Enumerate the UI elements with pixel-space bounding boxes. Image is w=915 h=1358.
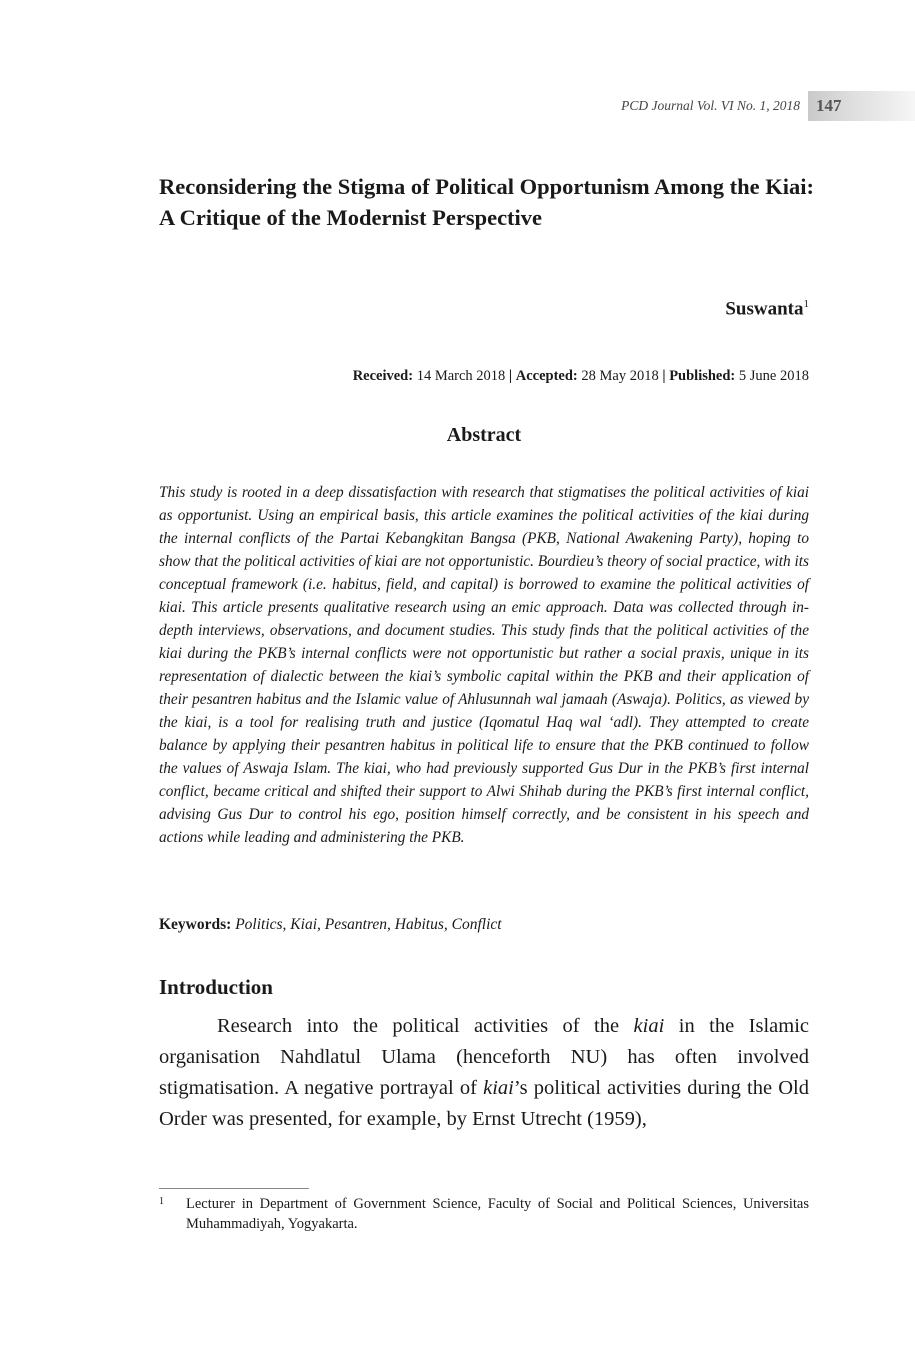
- introduction-text: [159, 1011, 809, 1135]
- abstract-heading: Abstract: [446, 424, 522, 446]
- keywords: [159, 916, 809, 934]
- published-date: 5 June 2018: [738, 368, 809, 384]
- author-name: Suswanta: [725, 298, 804, 320]
- received-label: Received:: [352, 368, 414, 384]
- page-number: 147: [816, 96, 842, 115]
- date-separator: |: [508, 368, 513, 384]
- author-footnote-mark: 1: [803, 298, 809, 310]
- footnote-mark: 1: [159, 1196, 164, 1207]
- date-separator: |: [662, 368, 666, 384]
- footnote-text: Lecturer in Department of Government Science, Faculty of Social and Political Sciences, Universitas Muhammadiyah, Yogyakarta.: [186, 1196, 809, 1232]
- introduction-heading: Introduction: [159, 975, 273, 999]
- accepted-label: Accepted:: [515, 368, 578, 384]
- intro-text-part: ’s political activities during the Old Order was presented, for example, by Ernst Utrecht (1959),: [159, 1077, 809, 1130]
- intro-text-part: in the Islamic organisation Nahdlatul Ulama (henceforth NU) has often involved stigmatisation. A negative portrayal of: [159, 1015, 809, 1099]
- publication-dates: [159, 368, 809, 385]
- author: [600, 298, 809, 320]
- keywords-value: Politics, Kiai, Pesantren, Habitus, Conflict: [235, 916, 502, 933]
- keywords-label: Keywords:: [159, 916, 232, 933]
- journal-header: PCD Journal Vol. VI No. 1, 2018: [621, 98, 800, 113]
- footnote: [159, 1194, 809, 1234]
- published-label: Published:: [669, 368, 736, 384]
- article-title: Reconsidering the Stigma of Political Opportunism Among the Kiai: A Critique of the Modernist Perspective: [159, 174, 814, 230]
- footnote-divider: [159, 1188, 309, 1189]
- accepted-date: 28 May 2018: [581, 368, 659, 384]
- intro-text-part: Research into the political activities of the: [217, 1015, 634, 1037]
- abstract-text: This study is rooted in a deep dissatisfaction with research that stigmatises the political activities of kiai as opportunist. Using an empirical basis, this article examines the political activities of the kiai during the internal conflicts of the Partai Kebangkitan Bangsa (PKB, National Awakening Party), hoping to show that the political activities of kiai are not opportunistic. Bourdieu’s theory of social practice, with its conceptual framework (i.e. habitus, field, and capital) is borrowed to examine the political activities of kiai. This article presents qualitative research using an emic approach. Data was collected through in-depth interviews, observations, and document studies. This study finds that the political activities of the kiai during the PKB’s internal conflicts were not opportunistic but rather a social praxis, unique in its representation of dialectic between the kiai’s symbolic capital within the PKB and their application of their pesantren habitus and the Islamic value of Ahlusunnah wal jamaah (Aswaja). Politics, as viewed by the kiai, is a tool for realising truth and justice (Iqomatul Haq wal ‘adl). They attempted to create balance by applying their pesantren habitus in political life to ensure that the PKB continued to follow the values of Aswaja Islam. The kiai, who had previously supported Gus Dur in the PKB’s first internal conflict, became critical and shifted their support to Alwi Shihab during the PKB’s first internal conflict, advising Gus Dur to control his ego, position himself correctly, and be consistent in his speech and actions while leading and administering the PKB.: [159, 484, 809, 846]
- intro-term-kiai: kiai: [483, 1077, 514, 1099]
- received-date: 14 March 2018: [416, 368, 506, 384]
- intro-term-kiai: kiai: [633, 1015, 665, 1037]
